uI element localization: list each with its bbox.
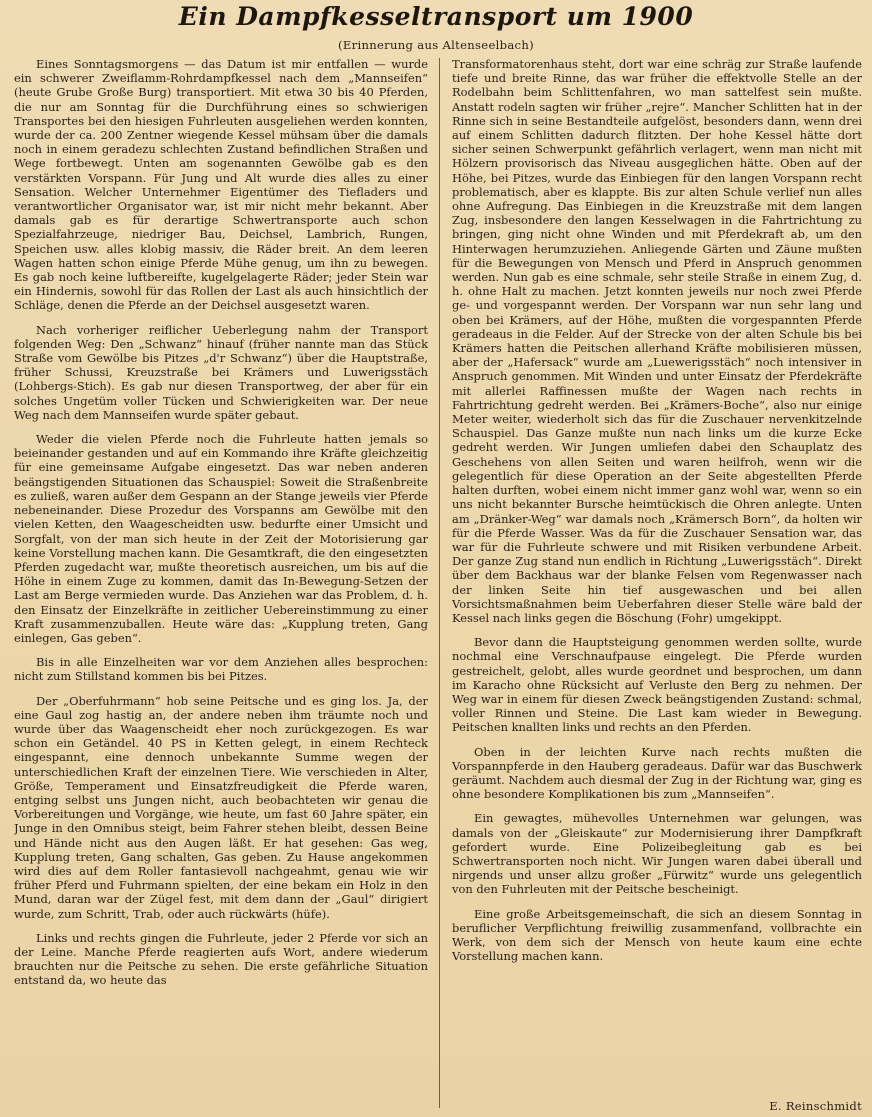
author-signature: E. Reinschmidt [769,1099,862,1113]
column-divider [439,58,440,1108]
paragraph: Weder die vielen Pferde noch die Fuhrleute hatten jemals so beieinander gestanden und auf ein Kommando ihre Kräfte gleichzeitig für eine gemeinsame Aufgabe eingesetzt. Das war neben anderen beängstigenden Situationen das Schauspiel: Soweit die Straßenbreite es zuließ, waren außer dem Gespann an der Stange jeweils vier Pferde nebeneinander. Diese Prozedur des Vorspanns am Gewölbe mit den vielen Ketten, den Waagescheidten usw. bedurfte einer Umsicht und Sorgfalt, von der man sich heute in der Zeit der Motorisierung gar keine Vorstellung machen kann. Die Gesamtkraft, die den eingesetzten Pferden zugedacht war, mußte theoretisch ausreichen, um bis auf die Höhe in einem Zuge zu kommen, damit das In-Bewegung-Setzen der Last am Berge vermieden wurde. Das Anziehen war das Problem, d. h. den Einsatz der Einzelkräfte in zeitlicher Uebereinstimmung zu einer Kraft zusammenzuballen. Heute wäre das: „Kupplung treten, Gang einlegen, Gas geben“. [14,432,428,645]
paragraph: Bevor dann die Hauptsteigung genommen werden sollte, wurde nochmal eine Verschnaufpause eingelegt. Die Pferde wurden gestreichelt, gelobt, alles wurde geordnet und besprochen, um dann im Karacho ohne Rücksicht auf Verluste den Berg zu nehmen. Der Weg war in einem für diesen Zweck beängstigenden Zustand: schmal, voller Rinnen und Steine. Die Last kam wieder in Bewegung. Peitschen knallten links und rechts an den Pferden. [452,635,862,735]
paragraph: Eines Sonntagsmorgens — das Datum ist mir entfallen — wurde ein schwerer Zweiflamm-Rohrdampfkessel nach dem „Mannseifen“ (heute Grube Große Burg) transportiert. Mit etwa 30 bis 40 Pferden, die nur am Sonntag für die Durchführung eines so schwierigen Transportes bei den hiesigen Fuhrleuten ausgeliehen werden konnten, wurde der ca. 200 Zentner wiegende Kessel mühsam über die damals noch in einem geradezu schlechten Zustand befindlichen Straßen und Wege fortbewegt. Unten am sogenannten Gewölbe gab es den verstärkten Vorspann. Für Jung und Alt wurde dies alles zu einer Sensation. Welcher Unternehmer Eigentümer des Tiefladers und verantwortlicher Organisator war, ist mir nicht mehr bekannt. Aber damals gab es für derartige Schwertransporte auch schon Spezialfahrzeuge, niedriger Bau, Deichsel, Lambrich, Rungen, Speichen usw. alles klobig massiv, die Räder breit. An dem leeren Wagen hatten schon einige Pferde Mühe genug, um ihn zu bewegen. Es gab noch keine luftbereifte, kugelgelagerte Räder; jeder Stein war ein Hindernis, sowohl für das Rollen der Last als auch hinsichtlich der Schläge, denen die Pferde an der Deichsel ausgesetzt waren. [14,57,428,313]
paragraph: Bis in alle Einzelheiten war vor dem Anziehen alles besprochen: nicht zum Stillstand kommen bis bei Pitzes. [14,655,428,684]
article-subtitle: (Erinnerung aus Altenseelbach) [338,38,534,52]
paragraph: Eine große Arbeitsgemeinschaft, die sich an diesem Sonntag in beruflicher Verpflichtung freiwillig zusammenfand, vollbrachte ein Werk, von dem sich der Mensch von heute kaum eine echte Vorstellung machen kann. [452,906,862,964]
article-title: Ein Dampfkesseltransport um 1900 [178,2,694,31]
paragraph: Ein gewagtes, mühevolles Unternehmen war gelungen, was damals von der „Gleiskaute“ zur Modernisierung ihrer Dampfkraft gefordert wurde. Eine Polizeibegleitung gab es bei Schwertransporten noch nicht. Wir Jungen waren dabei überall und nirgends und unser allzu großer „Fürwitz“ wurde uns gelegentlich von den Fuhrleuten mit der Peitsche bescheinigt. [452,811,862,897]
paragraph: Oben in der leichten Kurve nach rechts mußten die Vorspannpferde in den Hauberg geradeaus. Dafür war das Buschwerk geräumt. Nachdem auch diesmal der Zug in der Richtung war, ging es ohne besondere Komplikationen bis zum „Mannseifen“. [452,744,862,802]
paragraph: Der „Oberfuhrmann“ hob seine Peitsche und es ging los. Ja, der eine Gaul zog hastig an, der andere neben ihm träumte noch und wurde über das Waagenscheidt eher noch zurückgezogen. Es war schon ein Getändel. 40 PS in Ketten gelegt, in einem Rechteck eingespannt, eine dennoch unbekannte Summe wegen der unterschiedlichen Kraft der einzelnen Tiere. Wie verschieden in Alter, Größe, Temperament und Einsatzfreudigkeit die Pferde waren, entging selbst uns Jungen nicht, auch beobachteten wir genau die Vorbereitungen und Vorgänge, wie heute, um fast 60 Jahre später, ein Junge in den Omnibus steigt, beim Fahrer stehen bleibt, dessen Beine und Hände nicht aus den Augen läßt. Er hat gesehen: Gas weg, Kupplung treten, Gang schalten, Gas geben. Zu Hause angekommen wird dies auf dem Roller fantasievoll nachgeahmt, genau wie wir früher Pferd und Fuhrmann spielten, der eine bekam ein Holz in den Mund, daran war der Zügel fest, mit dem dann der „Gaul“ dirigiert wurde, zum Schritt, Trab, oder auch rückwärts (hüfe). [14,693,428,921]
paragraph: Transformatorenhaus steht, dort war eine schräg zur Straße laufende tiefe und breite Rinne, das war früher die effektvolle Stelle an der Rodelbahn beim Schlittenfahren, wo man sattelfest sein mußte. Anstatt rodeln sagten wir früher „rejre“. Mancher Schlitten hat in der Rinne sich in seine Bestandteile aufgelöst, besonders dann, wenn drei auf einem Schlitten dadurch flitzten. Der hohe Kessel hätte dort sicher seinen Schwerpunkt gefährlich verlagert, wenn man nicht mit Hölzern provisorisch das Niveau ausgeglichen hätte. Oben auf der Höhe, bei Pitzes, wurde das Einbiegen für den langen Vorspann recht problematisch, aber es klappte. Bis zur alten Schule verlief nun alles ohne Aufregung. Das Einbiegen in die Kreuzstraße mit dem langen Zug, insbesondere den langen Kesselwagen in die Fahrtrichtung zu bringen, ging nicht ohne Winden und mit Pferdekraft ab, um den Hinterwagen herumzuziehen. Anliegende Gärten und Zäune mußten für die Bewegungen von Mensch und Pferd in Anspruch genommen werden. Nun gab es eine schmale, sehr steile Straße in einem Zug, d. h. ohne Halt zu machen. Jetzt konnten jeweils nur noch zwei Pferde ge- und vorgespannt werden. Der Vorspann war nun sehr lang und oben bei Krämers, auf der Höhe, mußten die vorgespannten Pferde geradeaus in die Felder. Auf der Strecke von der alten Schule bis bei Krämers hatten die Peitschen allerhand Kräfte mobilisieren müssen, aber der „Hafersack“ wurde am „Luewerigsstäch“ noch intensiver in Anspruch genommen. Mit Winden und unter Einsatz der Pferdekräfte mit allerlei Raffinessen mußte der Wagen nach rechts in Fahrtrichtung gedreht werden. Bei „Krämers-Boche“, also nur einige Meter weiter, wiederholt sich das für die Zuschauer nervenkitzelnde Schauspiel. Das Ganze mußte nun nach links um die kurze Ecke gedreht werden. Wir Jungen umliefen dabei den Schauplatz des Geschehens von allen Seiten und waren heilfroh, wenn wir die gelegentlich für diese Operation an der Seite abgestellten Pferde halten durften, wobei einem nicht immer ganz wohl war, wenn so ein uns nicht bekannter Bursche heimtückisch die Ohren anlegte. Unten am „Dränker-Weg“ war damals noch „Krämersch Born“, da holten wir für die Pferde Wasser. Was da für die Zuschauer Sensation war, das war für die Fuhrleute schwere und mit Risiken verbundene Arbeit. Der ganze Zug stand nun endlich in Richtung „Luwerigsstäch“. Direkt über dem Backhaus war der blanke Felsen vom Regenwasser nach der linken Seite hin tief ausgewaschen und bei allen Vorsichtsmaßnahmen beim Ueberfahren dieser Stelle wäre bald der Kessel nach links gegen die Böschung (Fohr) umgekippt. [452,57,862,625]
left-column [14,57,428,1107]
paragraph: Links und rechts gingen die Fuhrleute, jeder 2 Pferde vor sich an der Leine. Manche Pferde reagierten aufs Wort, andere wiederum brauchten nur die Peitsche zu sehen. Die erste gefährliche Situation entstand da, wo heute das [14,930,428,988]
paragraph: Nach vorheriger reiflicher Ueberlegung nahm der Transport folgenden Weg: Den „Schwanz“ hinauf (früher nannte man das Stück Straße vom Gewölbe bis Pitzes „d'r Schwanz“) über die Hauptstraße, früher Schussi, Kreuzstraße bei Krämers und Luwerigsstäch (Lohbergs-Stich). Es gab nur diesen Transportweg, der aber für ein solches Ungetüm voller Tücken und Schwierigkeiten war. Der neue Weg nach dem Mannseifen wurde später gebaut. [14,322,428,422]
right-column [452,57,862,1107]
